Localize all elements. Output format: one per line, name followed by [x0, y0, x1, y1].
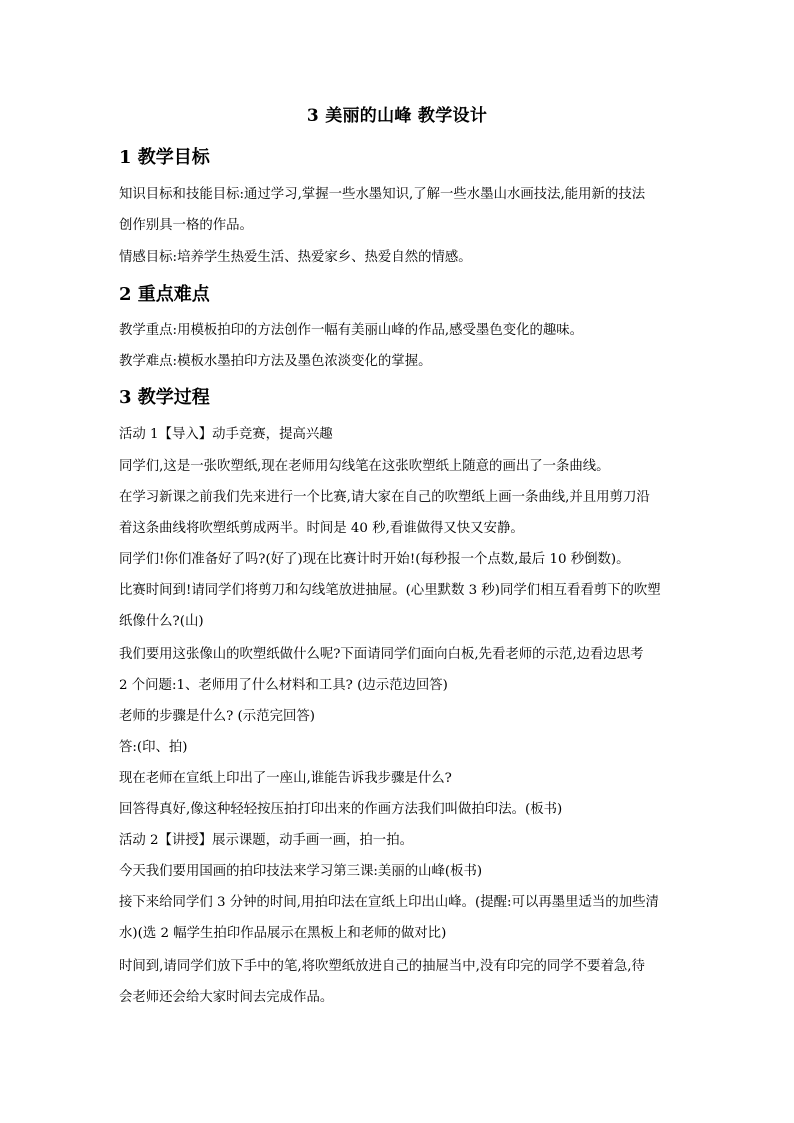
paragraph-line: 回答得真好,像这种轻轻按压拍打印出来的作画方法我们叫做拍印法。(板书)	[119, 802, 563, 817]
paragraph-line: 着这条曲线将吹塑纸剪成两半。时间是 40 秒,看谁做得又快又安静。	[119, 521, 524, 536]
paragraph-line: 同学们,这是一张吹塑纸,现在老师用勾线笔在这张吹塑纸上随意的画出了一条曲线。	[119, 459, 610, 474]
paragraph-line: 知识目标和技能目标:通过学习,掌握一些水墨知识,了解一些水墨山水画技法,能用新的技法	[119, 187, 646, 202]
section-heading-process: 3 教学过程	[119, 387, 210, 408]
paragraph-line: 比赛时间到!请同学们将剪刀和勾线笔放进抽屉。(心里默数 3 秒)同学们相互看看剪下的吹塑	[119, 583, 661, 598]
paragraph-line: 今天我们要用国画的拍印技法来学习第三课:美丽的山峰(板书)	[119, 864, 483, 879]
activity-heading: 活动 2【讲授】展示课题，动手画一画，拍一拍。	[119, 833, 413, 848]
paragraph-line: 在学习新课之前我们先来进行一个比赛,请大家在自己的吹塑纸上画一条曲线,并且用剪刀沿	[119, 490, 650, 505]
paragraph-line: 现在老师在宣纸上印出了一座山,谁能告诉我步骤是什么?	[119, 771, 452, 786]
paragraph-line: 教学重点:用模板拍印的方法创作一幅有美丽山峰的作品,感受墨色变化的趣味。	[119, 323, 584, 338]
paragraph-line: 老师的步骤是什么? (示范完回答)	[119, 709, 315, 724]
paragraph-line: 答:(印、拍)	[119, 740, 188, 755]
paragraph-line: 纸像什么?(山)	[119, 614, 204, 629]
activity-heading: 活动 1【导入】动手竞赛，提高兴趣	[119, 427, 333, 442]
paragraph-line: 接下来给同学们 3 分钟的时间,用拍印法在宣纸上印出山峰。(提醒:可以再墨里适当的加些清	[119, 895, 659, 910]
paragraph-line: 教学难点:模板水墨拍印方法及墨色浓淡变化的掌握。	[119, 354, 432, 369]
paragraph-line: 2 个问题:1、老师用了什么材料和工具? (边示范边回答)	[119, 678, 448, 693]
document-title: 3 美丽的山峰 教学设计	[306, 106, 488, 126]
paragraph-line: 水)(选 2 幅学生拍印作品展示在黑板上和老师的做对比)	[119, 926, 447, 941]
paragraph-line: 我们要用这张像山的吹塑纸做什么呢?下面请同学们面向白板,先看老师的示范,边看边思考	[119, 647, 644, 662]
section-heading-key-points: 2 重点难点	[119, 284, 210, 305]
paragraph-line: 情感目标:培养学生热爱生活、热爱家乡、热爱自然的情感。	[119, 250, 472, 265]
paragraph-line: 同学们!你们准备好了吗?(好了)现在比赛计时开始!(每秒报一个点数,最后 10 秒倒数)。	[119, 552, 630, 567]
paragraph-line: 创作别具一格的作品。	[119, 218, 253, 233]
section-heading-objectives: 1 教学目标	[119, 147, 210, 168]
paragraph-line: 时间到,请同学们放下手中的笔,将吹塑纸放进自己的抽屉当中,没有印完的同学不要着急,待	[119, 959, 645, 974]
paragraph-line: 会老师还会给大家时间去完成作品。	[119, 990, 334, 1005]
